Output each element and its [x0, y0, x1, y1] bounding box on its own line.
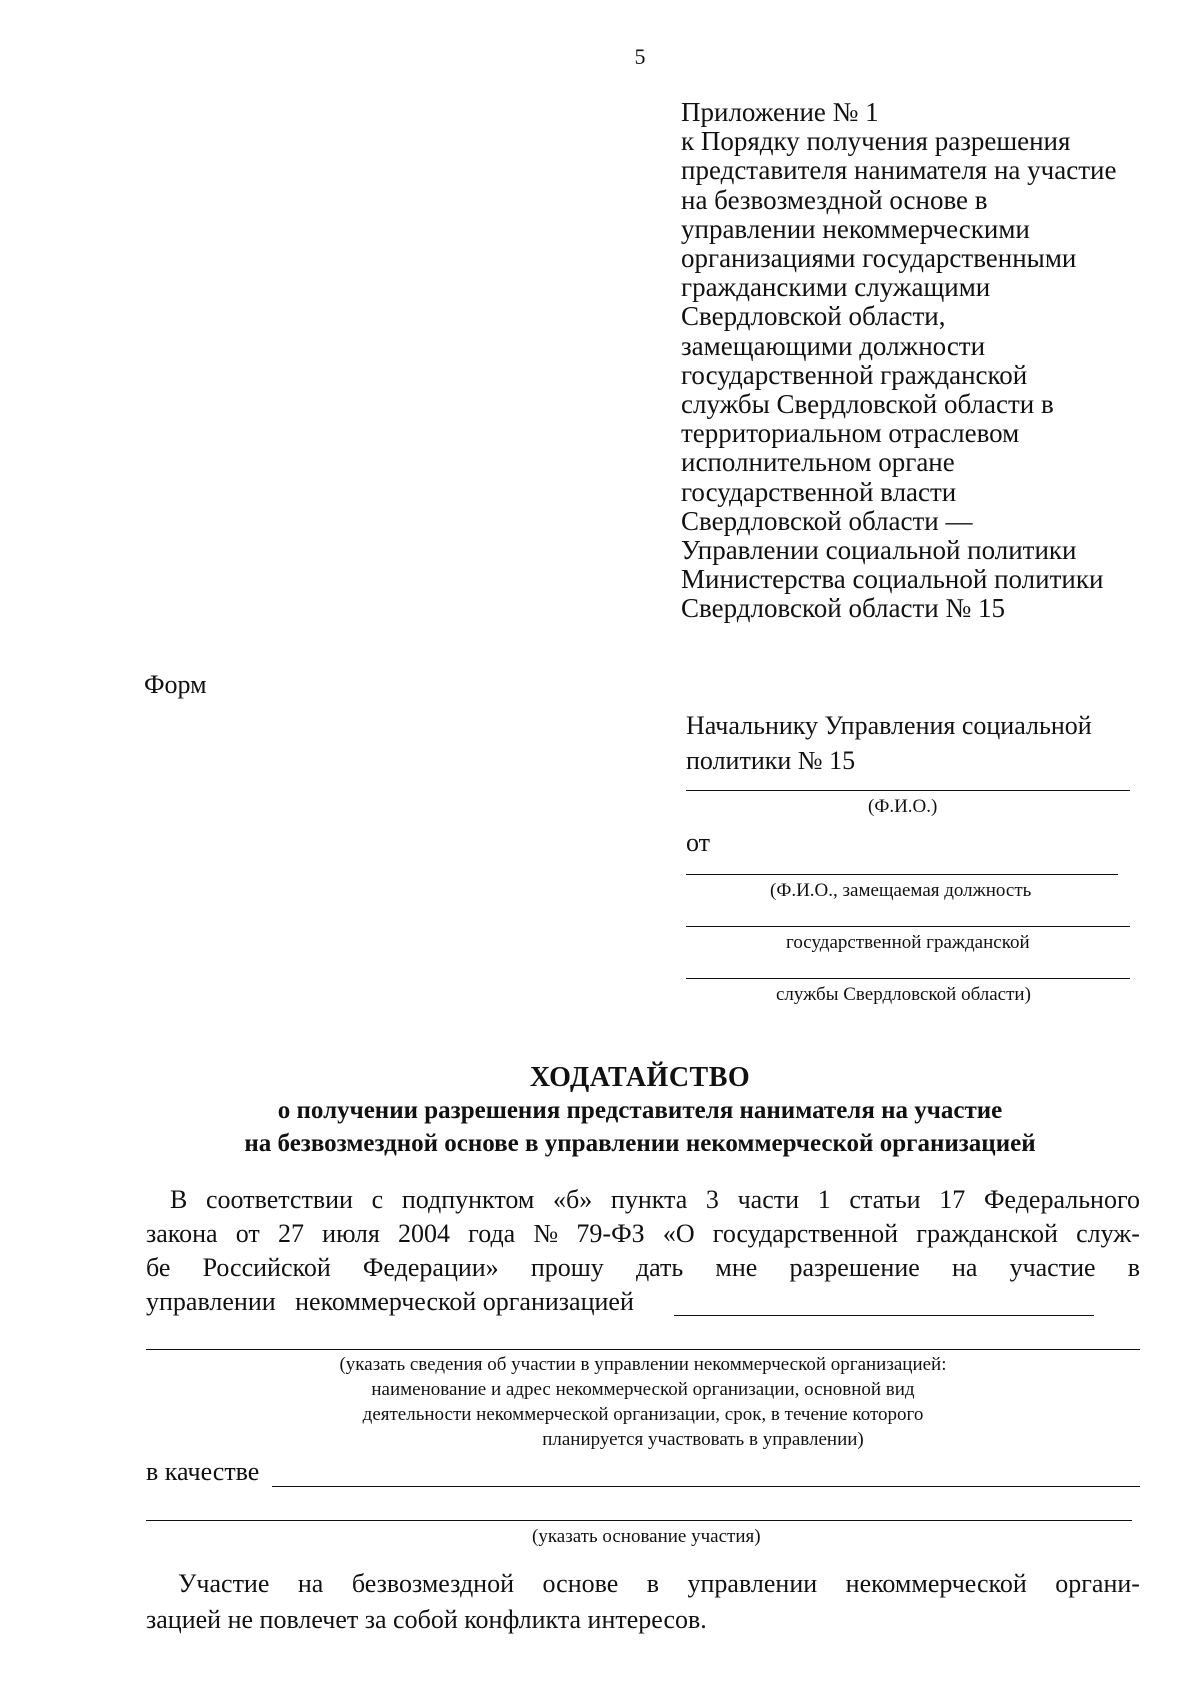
body-line-3 — [146, 1253, 1140, 1283]
appendix-line: Министерства социальной политики — [681, 564, 1104, 595]
word: года — [468, 1219, 516, 1248]
caption-line: (указать сведения об участии в управлении некоммерческой организацией: — [339, 1354, 947, 1375]
caption-line: планируется участвовать в управлении) — [542, 1429, 864, 1450]
addressee-line: Начальнику Управления социальной — [686, 711, 1092, 740]
word: июля — [322, 1219, 380, 1248]
word: пункта — [610, 1185, 688, 1214]
page-number: 5 — [634, 44, 646, 69]
word: закона — [146, 1219, 218, 1248]
word: в — [646, 1569, 660, 1598]
appendix-line: Свердловской области, — [681, 301, 946, 332]
from-label: от — [686, 828, 711, 857]
appendix-line: службы Свердловской области в — [681, 389, 1054, 420]
appendix-line: исполнительном органе — [681, 447, 955, 478]
appendix-line: Свердловской области — — [681, 505, 973, 536]
appendix-line: государственной власти — [681, 476, 957, 507]
appendix-line: гражданскими служащими — [681, 272, 991, 303]
applicant-caption-3: службы Свердловской области) — [776, 984, 1031, 1005]
caption-line: деятельности некоммерческой организации, срок, в течение которого — [362, 1404, 924, 1425]
word: разрешение — [789, 1253, 920, 1282]
appendix-block — [681, 98, 1181, 624]
word: «б» — [553, 1185, 593, 1214]
word: Российской — [202, 1253, 331, 1282]
word: статьи — [849, 1185, 921, 1214]
word: с — [371, 1185, 384, 1214]
appendix-line: представителя нанимателя на участие — [681, 155, 1117, 186]
capacity-label: в качестве — [146, 1457, 260, 1486]
basis-caption: (указать основание участия) — [532, 1526, 761, 1547]
closing-line-2: зацией не повлечет за собой конфликта интересов. — [146, 1605, 707, 1634]
word: Федерального — [983, 1185, 1140, 1214]
form-label: Форм — [144, 670, 207, 699]
word: участие — [1009, 1253, 1096, 1282]
organization-info-line — [146, 1349, 1140, 1350]
applicant-caption-1: (Ф.И.О., замещаемая должность — [770, 880, 1032, 901]
word: бе — [146, 1253, 171, 1282]
word: безвозмездной — [351, 1569, 515, 1598]
word: 1 — [817, 1185, 831, 1214]
word: 2004 — [397, 1219, 450, 1248]
word: 27 — [277, 1219, 304, 1248]
caption-line: наименование и адрес некоммерческой организации, основной вид — [371, 1379, 915, 1400]
appendix-line: Свердловской области № 15 — [681, 593, 1005, 624]
word: на — [951, 1253, 978, 1282]
word: дать — [635, 1253, 684, 1282]
word: на — [297, 1569, 324, 1598]
applicant-line-3 — [686, 978, 1130, 979]
body-line-2 — [146, 1219, 1140, 1249]
applicant-caption-2: государственной гражданской — [786, 932, 1030, 953]
organization-fill-line — [674, 1315, 1094, 1316]
appendix-line: Управлении социальной политики — [681, 535, 1077, 566]
addressee-block — [686, 708, 1092, 778]
word: государственной — [712, 1219, 899, 1248]
appendix-line: управлении некоммерческими — [681, 213, 1030, 244]
word: мне — [715, 1253, 758, 1282]
appendix-line: организациями государственными — [681, 243, 1077, 274]
addressee-line: политики № 15 — [686, 746, 856, 775]
appendix-line: Приложение № 1 — [681, 97, 879, 127]
word: подпунктом — [401, 1185, 535, 1214]
organization-info-caption — [146, 1352, 1140, 1452]
word: органи- — [1055, 1569, 1140, 1598]
word: Федерации» — [362, 1253, 499, 1282]
word: 17 — [939, 1185, 966, 1214]
fio-line — [686, 790, 1130, 791]
word: «О — [662, 1219, 695, 1248]
word: 3 — [705, 1185, 719, 1214]
word: прошу — [530, 1253, 604, 1282]
body-line-1 — [170, 1185, 1140, 1215]
word: В — [170, 1185, 188, 1214]
word: основе — [542, 1569, 619, 1598]
word: от — [235, 1219, 260, 1248]
word: некоммерческой — [845, 1569, 1027, 1598]
appendix-line: государственной гражданской — [681, 359, 1028, 390]
word: № — [533, 1219, 559, 1248]
word: 79-ФЗ — [576, 1219, 645, 1248]
body-line-4: управлении некоммерческой организацией — [146, 1287, 634, 1316]
document-subtitle-line: на безвозмездной основе в управлении некоммерческой организацией — [244, 1130, 1036, 1157]
applicant-line-1 — [686, 874, 1118, 875]
word: соответствии — [206, 1185, 353, 1214]
word: управлении — [687, 1569, 818, 1598]
document-title: ХОДАТАЙСТВО — [529, 1062, 751, 1093]
word: в — [1127, 1253, 1140, 1282]
word: Участие — [178, 1569, 270, 1598]
appendix-line: на безвозмездной основе в — [681, 184, 988, 215]
document-subtitle-line: о получении разрешения представителя нанимателя на участие — [277, 1097, 1003, 1124]
fio-caption: (Ф.И.О.) — [868, 796, 938, 817]
word: гражданской — [916, 1219, 1058, 1248]
capacity-fill-line — [272, 1486, 1140, 1487]
basis-line — [146, 1520, 1132, 1521]
word: служ- — [1076, 1219, 1140, 1248]
closing-line-1 — [178, 1569, 1140, 1599]
applicant-line-2 — [686, 926, 1130, 927]
appendix-line: замещающими должности — [681, 330, 986, 361]
appendix-line: территориальном отраслевом — [681, 418, 1020, 449]
word: части — [737, 1185, 800, 1214]
appendix-line: к Порядку получения разрешения — [681, 126, 1071, 157]
